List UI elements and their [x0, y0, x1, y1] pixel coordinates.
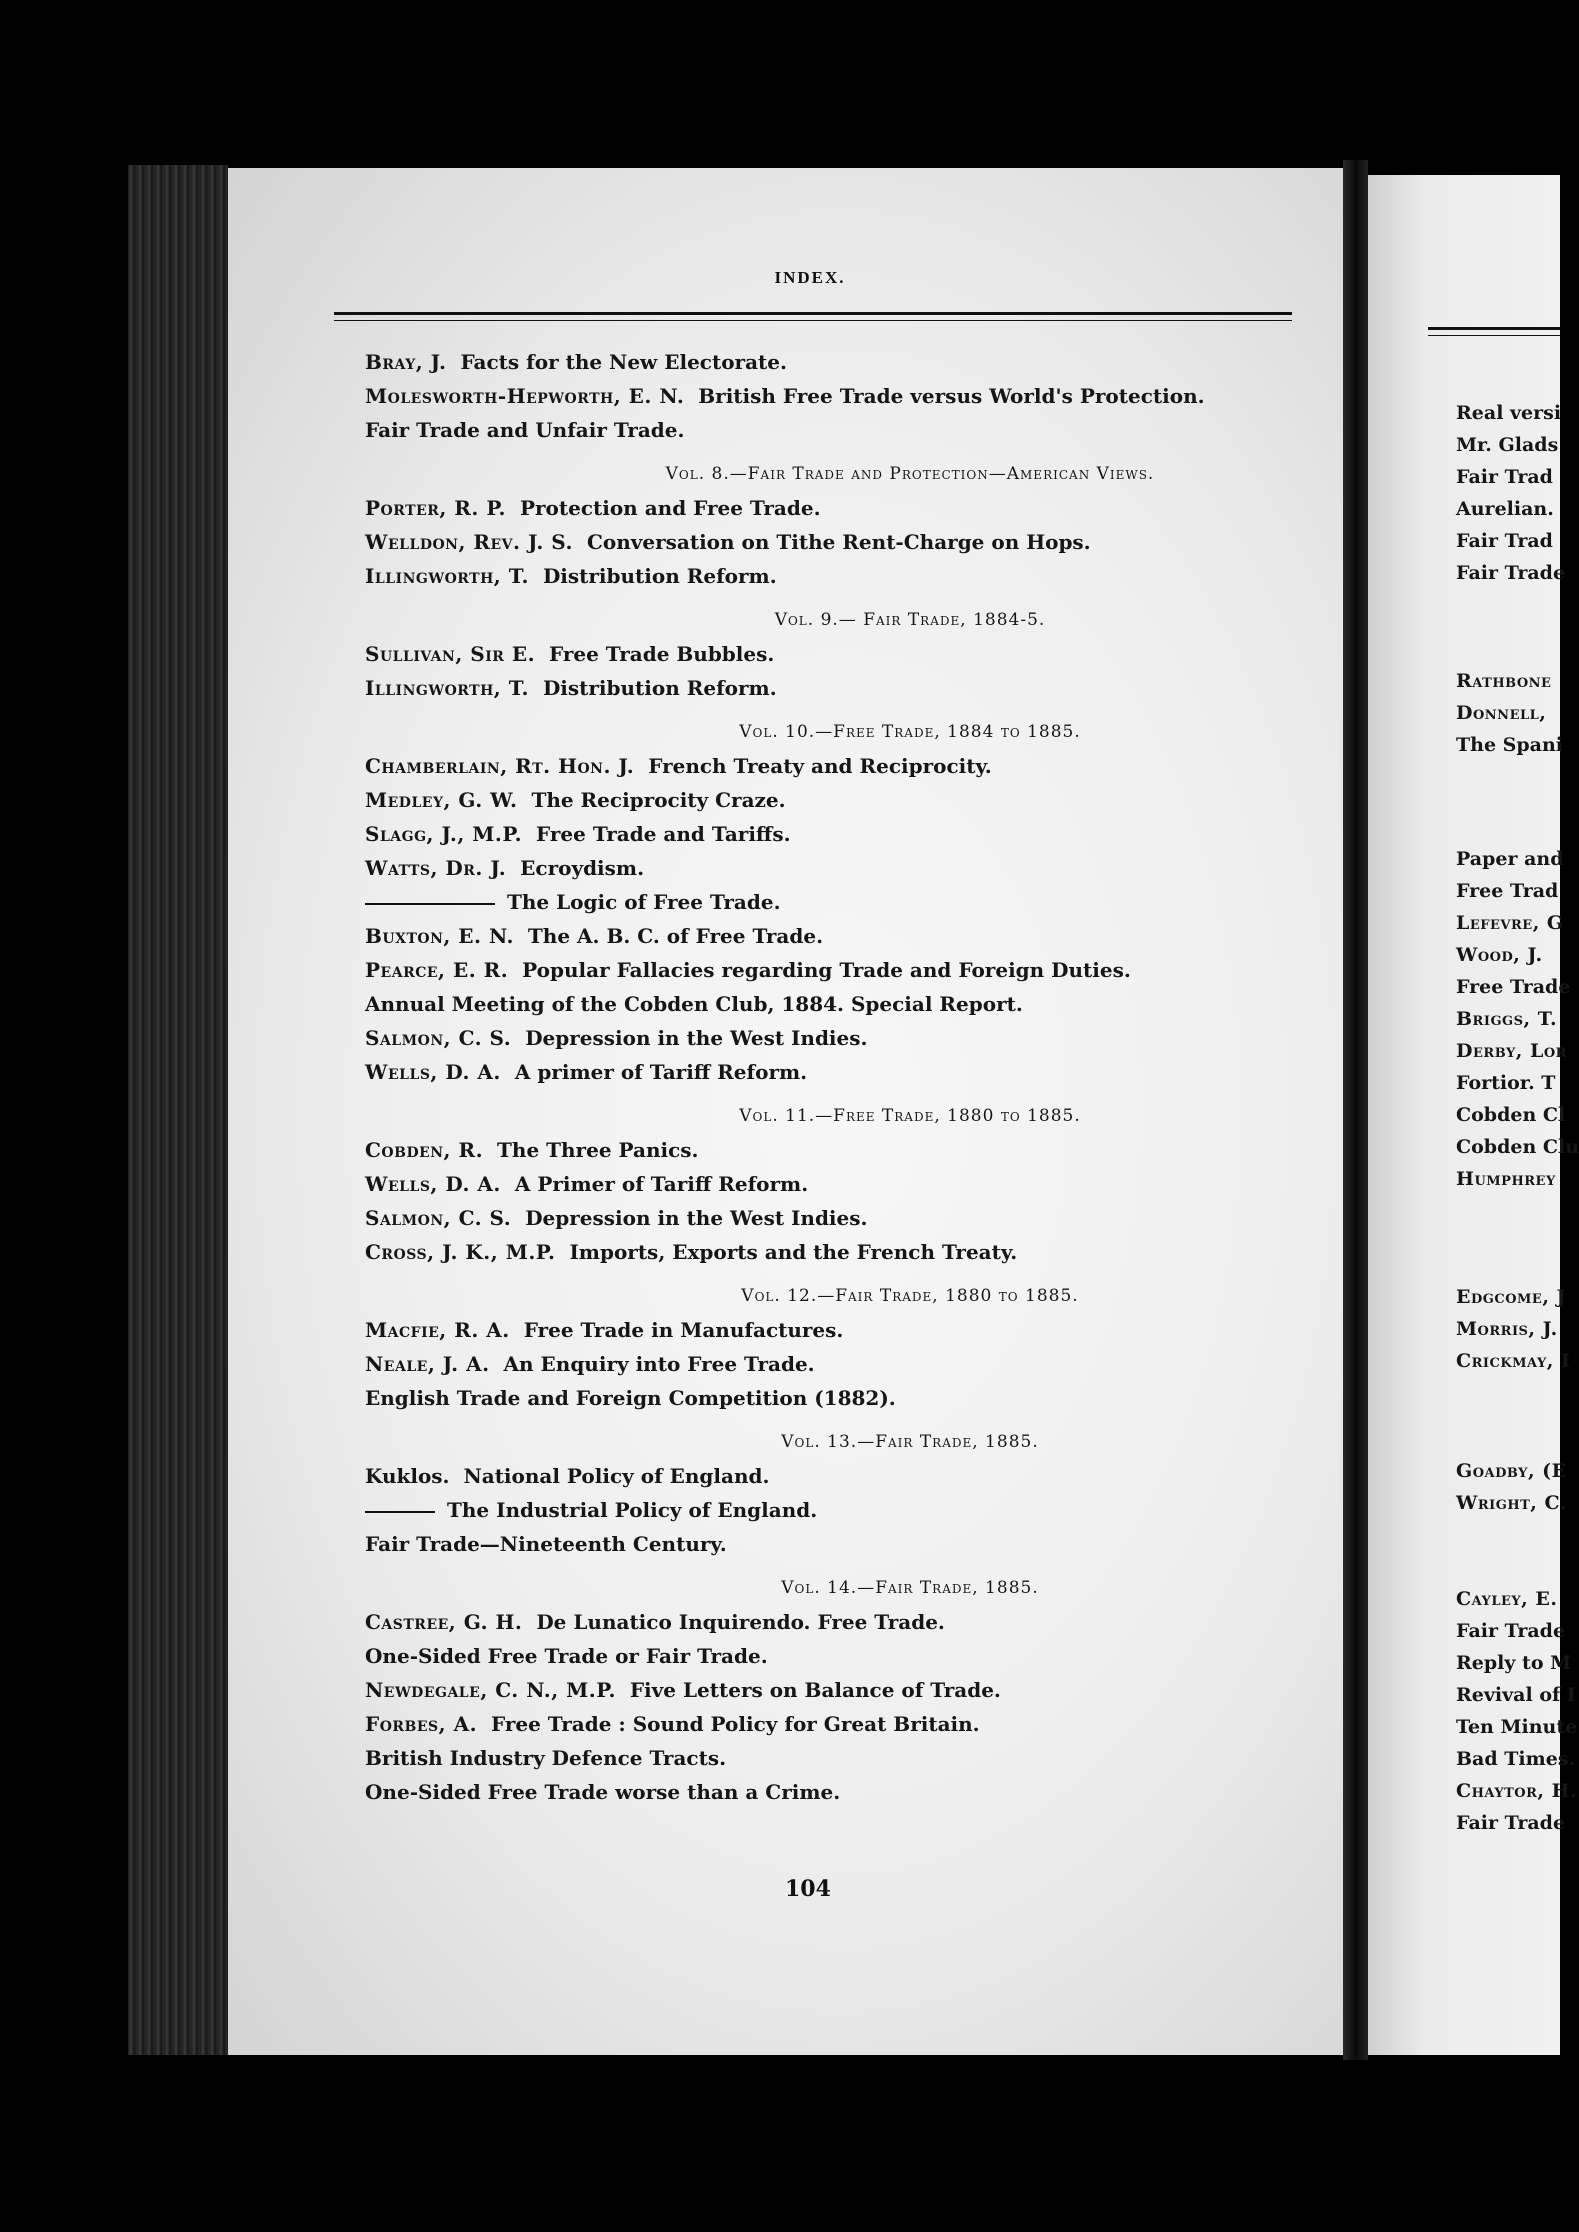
index-entry — [365, 1133, 1295, 1167]
entry-title: The A. B. C. of Free Trade. — [527, 924, 824, 948]
entry-title: One-Sided Free Trade or Fair Trade. — [365, 1644, 768, 1668]
index-entry — [365, 1605, 1295, 1639]
entry-title: Protection and Free Trade. — [519, 496, 821, 520]
entry-title: The Three Panics. — [497, 1138, 699, 1162]
entry-author: Castree, G. H. — [365, 1610, 523, 1634]
right-fragment: Fair Trade — [1456, 1620, 1566, 1642]
entry-title: French Treaty and Reciprocity. — [648, 754, 992, 778]
index-entry — [365, 919, 1295, 953]
entry-author: Chamberlain, Rt. Hon. J. — [365, 754, 635, 778]
index-entry — [365, 637, 1295, 671]
index-entry — [365, 671, 1295, 705]
index-entry — [365, 1347, 1295, 1381]
ditto-dash — [365, 1511, 435, 1513]
right-fragment: Crickmay, I — [1456, 1350, 1571, 1372]
index-entry — [365, 491, 1295, 525]
entry-title: National Policy of England. — [463, 1464, 770, 1488]
index-entry — [365, 1167, 1295, 1201]
entry-title: Ecroydism. — [520, 856, 645, 880]
entry-title: Distribution Reform. — [542, 564, 777, 588]
right-fragment: Chaytor, H. — [1456, 1780, 1578, 1802]
index-entry — [365, 1459, 1295, 1493]
entry-title: Free Trade in Manufactures. — [523, 1318, 844, 1342]
entry-author: Slagg, J., M.P. — [365, 822, 523, 846]
index-entry — [365, 1313, 1295, 1347]
entry-author: Watts, Dr. J. — [365, 856, 507, 880]
index-entry — [365, 525, 1295, 559]
index-entry — [365, 953, 1295, 987]
entry-title: Fair Trade—Nineteenth Century. — [365, 1532, 727, 1556]
index-entry — [365, 885, 1295, 919]
index-entry — [365, 1381, 1295, 1415]
right-fragment: Fair Trad — [1456, 530, 1553, 552]
volume-heading: Vol. 11.—Free Trade, 1880 to 1885. — [739, 1106, 1081, 1126]
entry-title: Depression in the West Indies. — [525, 1206, 868, 1230]
index-entry — [365, 1639, 1295, 1673]
right-fragment: Bad Times. — [1456, 1748, 1576, 1770]
entry-author: Illingworth, T. — [365, 564, 529, 588]
right-fragment: Fair Trade — [1456, 562, 1566, 584]
right-fragment: Fair Trade — [1456, 1812, 1566, 1834]
index-entry — [365, 379, 1295, 413]
index-entry — [365, 817, 1295, 851]
entry-title: Popular Fallacies regarding Trade and Foreign Duties. — [522, 958, 1131, 982]
entry-title: Five Letters on Balance of Trade. — [629, 1678, 1001, 1702]
volume-heading: Vol. 9.— Fair Trade, 1884-5. — [774, 610, 1046, 630]
volume-heading: Vol. 13.—Fair Trade, 1885. — [781, 1432, 1039, 1452]
index-entry — [365, 1673, 1295, 1707]
entry-author: Wells, D. A. — [365, 1172, 501, 1196]
page-number: 104 — [785, 1876, 831, 1902]
right-fragment: Free Trad — [1456, 880, 1559, 902]
entry-author: Salmon, C. S. — [365, 1026, 512, 1050]
index-entry — [365, 1235, 1295, 1269]
book-edge — [128, 165, 228, 2055]
right-fragment: The Spani — [1456, 734, 1564, 756]
index-entry — [365, 1775, 1295, 1809]
entry-author: Medley, G. W. — [365, 788, 518, 812]
volume-heading: Vol. 8.—Fair Trade and Protection—American Views. — [665, 464, 1155, 484]
entry-author: Molesworth-Hepworth, E. N. — [365, 384, 685, 408]
right-fragment: Humphrey — [1456, 1168, 1556, 1190]
entry-title: British Industry Defence Tracts. — [365, 1746, 727, 1770]
right-fragment: Wright, C. — [1456, 1492, 1567, 1514]
volume-heading: Vol. 14.—Fair Trade, 1885. — [781, 1578, 1039, 1598]
entry-title: An Enquiry into Free Trade. — [503, 1352, 815, 1376]
right-fragment: Free Trade — [1456, 976, 1571, 998]
right-fragment: Briggs, T. — [1456, 1008, 1558, 1030]
entry-author: Neale, J. A. — [365, 1352, 490, 1376]
entry-title: A primer of Tariff Reform. — [514, 1060, 808, 1084]
ditto-dash — [365, 903, 495, 905]
right-fragment: Ten Minute — [1456, 1716, 1578, 1738]
entry-title: Free Trade : Sound Policy for Great Britain. — [491, 1712, 980, 1736]
right-fragment: Paper and — [1456, 848, 1564, 870]
entry-author: Macfie, R. A. — [365, 1318, 510, 1342]
right-fragment: Reply to M — [1456, 1652, 1572, 1674]
entry-author: Salmon, C. S. — [365, 1206, 512, 1230]
index-entry — [365, 1527, 1295, 1561]
entry-title: Fair Trade and Unfair Trade. — [365, 418, 685, 442]
entry-title: Depression in the West Indies. — [525, 1026, 868, 1050]
book-gutter — [1343, 160, 1368, 2060]
right-fragment: Edgcome, J — [1456, 1286, 1567, 1308]
entry-title: British Free Trade versus World's Protection. — [698, 384, 1205, 408]
right-fragment: Rathbone — [1456, 670, 1552, 692]
entry-author: Forbes, A. — [365, 1712, 478, 1736]
entry-title: Free Trade Bubbles. — [548, 642, 775, 666]
right-fragment: Morris, J. — [1456, 1318, 1558, 1340]
entry-title: Distribution Reform. — [542, 676, 777, 700]
index-entry — [365, 413, 1295, 447]
entry-author: Sullivan, Sir E. — [365, 642, 536, 666]
entry-author: Cobden, R. — [365, 1138, 484, 1162]
entry-author: Illingworth, T. — [365, 676, 529, 700]
entry-title: The Logic of Free Trade. — [507, 890, 781, 914]
entry-title: Annual Meeting of the Cobden Club, 1884. Special Report. — [365, 992, 1023, 1016]
entry-author: Wells, D. A. — [365, 1060, 501, 1084]
entry-author: Cross, J. K., M.P. — [365, 1240, 556, 1264]
entry-title: The Industrial Policy of England. — [447, 1498, 818, 1522]
right-fragment: Donnell, — [1456, 702, 1547, 724]
entry-title: Imports, Exports and the French Treaty. — [569, 1240, 1018, 1264]
entry-title: English Trade and Foreign Competition (1882). — [365, 1386, 896, 1410]
right-fragment: Wood, J. — [1456, 944, 1543, 966]
entry-author: Porter, R. P. — [365, 496, 507, 520]
entry-title: Facts for the New Electorate. — [460, 350, 787, 374]
right-fragment: Fortior. T — [1456, 1072, 1556, 1094]
entry-title: One-Sided Free Trade worse than a Crime. — [365, 1780, 841, 1804]
right-fragment: Derby, Lor — [1456, 1040, 1567, 1062]
entry-author: Kuklos. — [365, 1464, 450, 1488]
index-entry — [365, 345, 1295, 379]
entry-author: Pearce, E. R. — [365, 958, 509, 982]
right-fragment: Mr. Glads — [1456, 434, 1559, 456]
index-entry — [365, 987, 1295, 1021]
index-entry — [365, 749, 1295, 783]
right-fragment: Aurelian. — [1456, 498, 1554, 520]
right-fragment: Fair Trad — [1456, 466, 1553, 488]
right-fragment: Goadby, (E — [1456, 1460, 1567, 1482]
volume-heading: Vol. 10.—Free Trade, 1884 to 1885. — [739, 722, 1081, 742]
right-fragment: Cayley, E. — [1456, 1588, 1558, 1610]
entry-title: Free Trade and Tariffs. — [536, 822, 791, 846]
entry-title: Conversation on Tithe Rent-Charge on Hops. — [586, 530, 1091, 554]
page-header-title: INDEX. — [774, 268, 846, 287]
volume-heading: Vol. 12.—Fair Trade, 1880 to 1885. — [741, 1286, 1079, 1306]
index-entry — [365, 1493, 1295, 1527]
index-entry — [365, 1201, 1295, 1235]
right-fragment: Cobden Cl — [1456, 1104, 1566, 1126]
right-fragment: Real versi — [1456, 402, 1562, 424]
index-entry — [365, 851, 1295, 885]
entry-author: Welldon, Rev. J. S. — [365, 530, 573, 554]
index-entry — [365, 1741, 1295, 1775]
index-entry — [365, 1021, 1295, 1055]
right-fragment: Revival of I — [1456, 1684, 1576, 1706]
entry-author: Bray, J. — [365, 350, 447, 374]
entry-author: Buxton, E. N. — [365, 924, 514, 948]
index-content — [365, 345, 1295, 1809]
right-fragment: Cobden Clu — [1456, 1136, 1579, 1158]
index-entry — [365, 783, 1295, 817]
header-rule — [334, 312, 1292, 321]
right-page-header-rule — [1428, 327, 1560, 336]
index-entry — [365, 1707, 1295, 1741]
index-entry — [365, 1055, 1295, 1089]
right-fragment: Lefevre, G — [1456, 912, 1564, 934]
entry-title: De Lunatico Inquirendo. Free Trade. — [536, 1610, 945, 1634]
entry-title: The Reciprocity Craze. — [531, 788, 786, 812]
entry-title: A Primer of Tariff Reform. — [514, 1172, 809, 1196]
entry-author: Newdegale, C. N., M.P. — [365, 1678, 616, 1702]
index-entry — [365, 559, 1295, 593]
